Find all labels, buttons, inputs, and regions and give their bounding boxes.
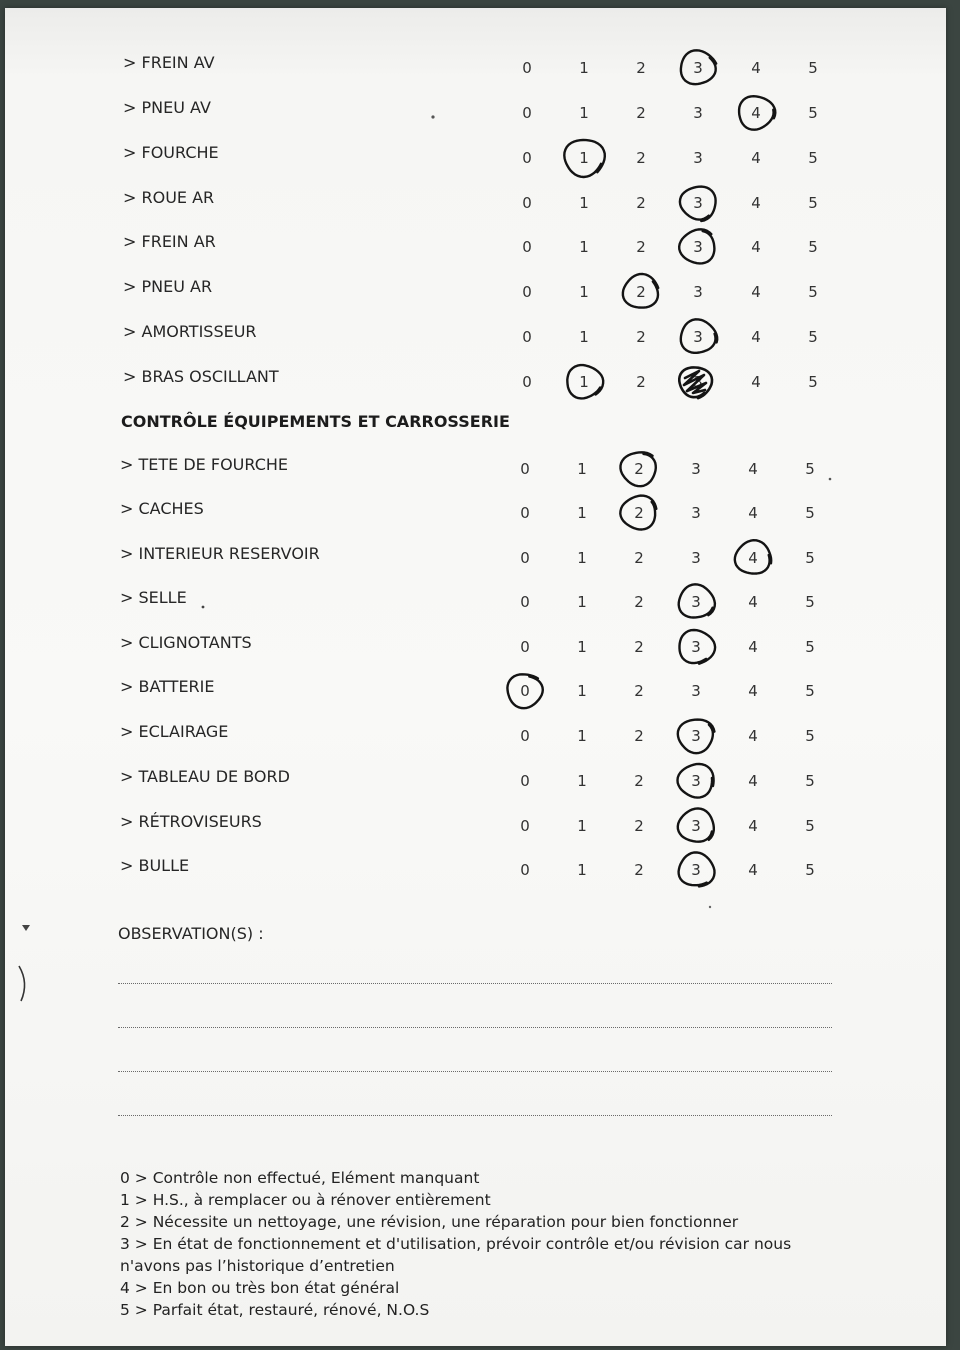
- row-label: > CACHES: [120, 499, 204, 518]
- rating-option: 0: [522, 149, 532, 167]
- rating-option: 1: [579, 59, 589, 77]
- rating-option: 0: [522, 59, 532, 77]
- rating-option: 5: [805, 549, 815, 567]
- row-label: > SELLE: [120, 588, 187, 607]
- rating-option: 1: [577, 772, 587, 790]
- rating-option: 3: [691, 504, 701, 522]
- legend-item: 3 > En état de fonctionnement et d'utilisation, prévoir contrôle et/ou révision car nous n'avons pas l’historique d’entretien: [120, 1235, 792, 1275]
- rating-option: 1: [579, 373, 589, 391]
- legend-item: 4 > En bon ou très bon état général: [120, 1279, 400, 1297]
- rating-option: 2: [636, 373, 646, 391]
- rating-option: 5: [805, 504, 815, 522]
- rating-option: 2: [634, 727, 644, 745]
- row-label: > PNEU AV: [123, 98, 211, 117]
- row-label: > BRAS OSCILLANT: [123, 367, 279, 386]
- rating-option: 2: [634, 504, 644, 522]
- circle-mark: [679, 852, 715, 886]
- rating-option: 5: [808, 149, 818, 167]
- rating-option: 4: [748, 549, 758, 567]
- rating-option: 4: [751, 149, 761, 167]
- rating-option: 4: [748, 727, 758, 745]
- rating-option: 5: [805, 727, 815, 745]
- rating-option: 4: [751, 238, 761, 256]
- section-title: CONTRÔLE ÉQUIPEMENTS ET CARROSSERIE: [121, 412, 510, 431]
- edge-mark: [22, 925, 30, 931]
- edge-mark: [19, 966, 25, 1001]
- rating-option: 0: [522, 104, 532, 122]
- rating-option: 0: [520, 460, 530, 478]
- rating-option: 3: [691, 549, 701, 567]
- rating-option: 0: [520, 504, 530, 522]
- stray-dot: [431, 115, 434, 118]
- circle-mark: [679, 229, 714, 263]
- legend-item: 5 > Parfait état, restauré, rénové, N.O.S: [120, 1301, 430, 1319]
- rating-option: 4: [748, 638, 758, 656]
- rating-option: 2: [636, 328, 646, 346]
- rating-option: 2: [636, 149, 646, 167]
- row-label: > AMORTISSEUR: [123, 322, 257, 341]
- rating-option: 5: [805, 593, 815, 611]
- circle-mark: [678, 720, 715, 754]
- rating-option: 3: [691, 682, 701, 700]
- circle-mark: [621, 452, 656, 486]
- rating-option: 4: [748, 682, 758, 700]
- scribble-mark: [684, 371, 706, 393]
- circle-mark: [739, 96, 775, 130]
- circle-mark: [679, 584, 715, 617]
- rating-option: 5: [808, 328, 818, 346]
- rating-option: 5: [805, 861, 815, 879]
- rating-option: 1: [579, 238, 589, 256]
- row-label: > FREIN AV: [123, 53, 215, 72]
- row-label: > FOURCHE: [123, 143, 219, 162]
- rating-option: 5: [808, 238, 818, 256]
- rating-option: 3: [693, 328, 703, 346]
- circle-mark: [735, 540, 771, 573]
- rating-option: 5: [805, 772, 815, 790]
- rating-option: 2: [634, 549, 644, 567]
- rating-option: 1: [577, 638, 587, 656]
- rating-option: 5: [805, 682, 815, 700]
- legend-item: 1 > H.S., à remplacer ou à rénover entièrement: [120, 1191, 491, 1209]
- rating-option: 0: [520, 861, 530, 879]
- rating-option: 1: [579, 328, 589, 346]
- rating-option: 1: [577, 727, 587, 745]
- rating-option: 3: [691, 817, 701, 835]
- rating-option: 4: [748, 504, 758, 522]
- rating-option: 0: [520, 682, 530, 700]
- circle-mark: [680, 187, 716, 221]
- rating-option: 0: [522, 283, 532, 301]
- rating-option: 1: [579, 104, 589, 122]
- rating-option: 5: [808, 283, 818, 301]
- rating-option: 0: [520, 638, 530, 656]
- rating-option: 5: [805, 638, 815, 656]
- rating-option: 1: [577, 549, 587, 567]
- rating-option: 3: [691, 638, 701, 656]
- rating-option: 4: [751, 328, 761, 346]
- row-label: > TABLEAU DE BORD: [120, 767, 290, 786]
- rating-option: 4: [748, 817, 758, 835]
- row-label: > ROUE AR: [123, 188, 215, 207]
- rating-option: 1: [579, 149, 589, 167]
- row-label: > ECLAIRAGE: [120, 722, 229, 741]
- row-label: > RÉTROVISEURS: [120, 812, 262, 831]
- rating-option: 2: [636, 283, 646, 301]
- rating-option: 4: [751, 283, 761, 301]
- rating-option: 2: [636, 194, 646, 212]
- rating-option: 0: [522, 373, 532, 391]
- rating-option: 2: [636, 59, 646, 77]
- rating-option: 1: [577, 861, 587, 879]
- rating-option: 0: [520, 593, 530, 611]
- rating-option: 5: [808, 59, 818, 77]
- rating-option: 1: [577, 460, 587, 478]
- stray-dot: [829, 478, 832, 481]
- legend-item: 0 > Contrôle non effectué, Elément manquant: [120, 1169, 480, 1187]
- stray-dot: [202, 606, 205, 609]
- rating-option: 0: [520, 817, 530, 835]
- rating-option: 3: [693, 104, 703, 122]
- circle-mark: [567, 365, 603, 398]
- rating-option: 2: [634, 593, 644, 611]
- rating-option: 3: [691, 772, 701, 790]
- rating-option: 4: [748, 861, 758, 879]
- row-label: > PNEU AR: [123, 277, 213, 296]
- rating-option: 4: [748, 593, 758, 611]
- rating-option: 0: [520, 772, 530, 790]
- rating-option: 5: [808, 194, 818, 212]
- circle-mark: [680, 630, 716, 664]
- rating-option: 3: [693, 283, 703, 301]
- circle-mark: [678, 808, 714, 841]
- rating-option: 1: [577, 682, 587, 700]
- row-label: > CLIGNOTANTS: [120, 633, 252, 652]
- stray-dot: [709, 906, 711, 908]
- rating-option: 2: [636, 238, 646, 256]
- row-label: > FREIN AR: [123, 232, 216, 251]
- row-label: > TETE DE FOURCHE: [120, 455, 288, 474]
- circle-mark: [681, 319, 717, 353]
- rating-option: 0: [520, 727, 530, 745]
- rating-option: 2: [634, 638, 644, 656]
- rating-option: 3: [691, 727, 701, 745]
- rating-option: 0: [520, 549, 530, 567]
- rating-option: 3: [691, 593, 701, 611]
- rating-option: 0: [522, 238, 532, 256]
- rating-option: 3: [693, 373, 703, 391]
- rating-option: 1: [577, 593, 587, 611]
- rating-option: 4: [751, 59, 761, 77]
- rating-option: 2: [634, 817, 644, 835]
- rating-option: 2: [634, 861, 644, 879]
- rating-option: 3: [693, 238, 703, 256]
- rating-option: 1: [579, 194, 589, 212]
- rating-option: 3: [693, 149, 703, 167]
- rating-option: 4: [751, 104, 761, 122]
- rating-option: 5: [805, 817, 815, 835]
- circle-mark: [620, 496, 656, 530]
- rating-option: 3: [691, 460, 701, 478]
- row-label: > INTERIEUR RESERVOIR: [120, 544, 320, 563]
- rating-option: 1: [577, 504, 587, 522]
- legend-item: 2 > Nécessite un nettoyage, une révision, une réparation pour bien fonctionner: [120, 1213, 739, 1231]
- rating-option: 4: [751, 373, 761, 391]
- rating-option: 3: [691, 861, 701, 879]
- rating-option: 2: [636, 104, 646, 122]
- observations-label: OBSERVATION(S) :: [118, 924, 264, 943]
- rating-option: 5: [808, 373, 818, 391]
- rating-option: 0: [522, 328, 532, 346]
- circle-mark: [678, 764, 714, 798]
- rating-option: 2: [634, 460, 644, 478]
- rating-option: 1: [577, 817, 587, 835]
- circle-mark: [681, 50, 716, 84]
- rating-option: 4: [748, 772, 758, 790]
- circle-mark: [507, 674, 542, 708]
- circle-mark: [623, 274, 658, 308]
- rating-option: 5: [805, 460, 815, 478]
- rating-option: 1: [579, 283, 589, 301]
- rating-option: 3: [693, 59, 703, 77]
- rating-option: 3: [693, 194, 703, 212]
- rating-option: 2: [634, 682, 644, 700]
- rating-option: 4: [751, 194, 761, 212]
- rating-option: 2: [634, 772, 644, 790]
- row-label: > BATTERIE: [120, 677, 215, 696]
- rating-option: 4: [748, 460, 758, 478]
- circle-mark: [564, 140, 605, 177]
- row-label: > BULLE: [120, 856, 190, 875]
- rating-option: 0: [522, 194, 532, 212]
- rating-option: 5: [808, 104, 818, 122]
